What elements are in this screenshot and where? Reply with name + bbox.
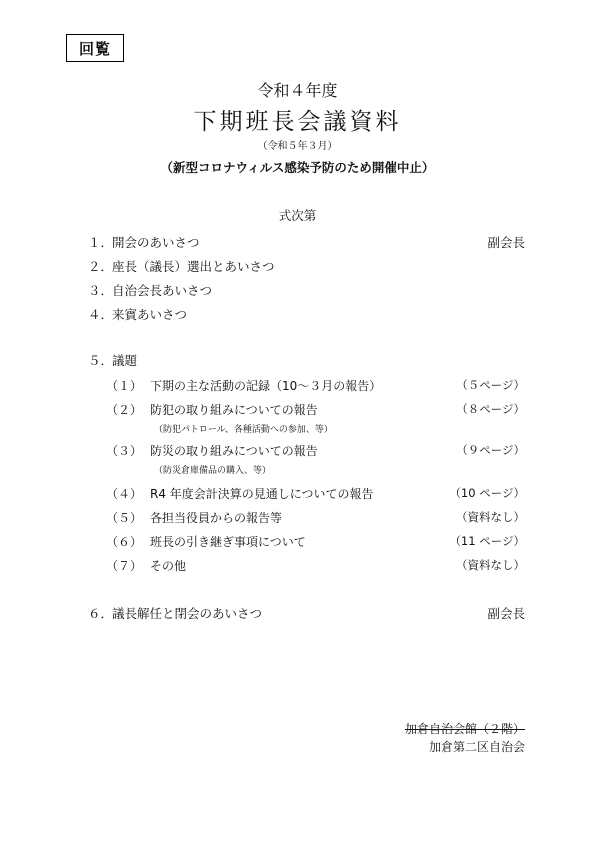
item-text: 開会のあいさつ: [112, 235, 200, 250]
agenda-number: （７）: [106, 559, 143, 573]
agenda-page-ref: （資料なし）: [456, 558, 525, 572]
agenda-text: 防災の取り組みについての報告: [150, 444, 318, 458]
circulation-stamp: [66, 34, 124, 62]
item-number: ５．: [88, 353, 114, 368]
agenda-number: （３）: [106, 444, 143, 458]
item-number: ２．: [88, 259, 114, 274]
item-text: 自治会長あいさつ: [112, 283, 213, 298]
agenda-text: その他: [150, 559, 187, 573]
agenda-page-ref: （11 ページ）: [449, 534, 525, 548]
closing-text: 議長解任と閉会のあいさつ: [112, 606, 263, 621]
item-text: 座長（議長）選出とあいさつ: [112, 259, 275, 274]
cancellation-notice: （新型コロナウィルス感染予防のため開催中止）: [160, 160, 435, 175]
item-number: ４．: [88, 307, 114, 322]
item-text: 議題: [112, 353, 138, 368]
agenda-page-ref: （５ページ）: [456, 378, 525, 392]
closing-speaker: 副会長: [487, 606, 525, 621]
venue-struck-through: 加倉自治会館（２階）: [404, 722, 525, 736]
agenda-page-ref: （10 ページ）: [449, 486, 525, 500]
agenda-note: （防犯パトロール、各種活動への参加、等）: [154, 425, 333, 435]
agenda-page-ref: （８ページ）: [456, 402, 525, 416]
organization-name: 加倉第二区自治会: [428, 740, 525, 754]
agenda-number: （１）: [106, 379, 143, 393]
agenda-page-ref: （９ページ）: [456, 443, 525, 457]
fiscal-year: 令和４年度: [257, 81, 338, 100]
item-number: １．: [88, 235, 114, 250]
document-date: （令和５年３月）: [257, 141, 338, 152]
agenda-text: 班長の引き継ぎ事項について: [150, 535, 306, 549]
agenda-text: R4 年度会計決算の見通しについての報告: [150, 487, 374, 501]
item-text: 来賓あいさつ: [112, 307, 188, 322]
item-speaker: 副会長: [487, 235, 525, 250]
circulation-stamp-label: 回覧: [78, 39, 111, 58]
agenda-number: （４）: [106, 487, 143, 501]
document-title: 下期班長会議資料: [193, 109, 402, 135]
agenda-number: （５）: [106, 511, 143, 525]
agenda-page-ref: （資料なし）: [456, 510, 525, 524]
closing-number: ６．: [88, 606, 114, 621]
agenda-text: 下期の主な活動の記録（10～３月の報告）: [150, 379, 382, 393]
item-number: ３．: [88, 283, 114, 298]
order-of-proceedings-heading: 式次第: [278, 208, 317, 223]
agenda-number: （２）: [106, 403, 143, 417]
agenda-note: （防災倉庫備品の購入、等）: [154, 466, 272, 476]
agenda-text: 各担当役員からの報告等: [150, 511, 283, 525]
agenda-number: （６）: [106, 535, 143, 549]
agenda-text: 防犯の取り組みについての報告: [150, 403, 318, 417]
